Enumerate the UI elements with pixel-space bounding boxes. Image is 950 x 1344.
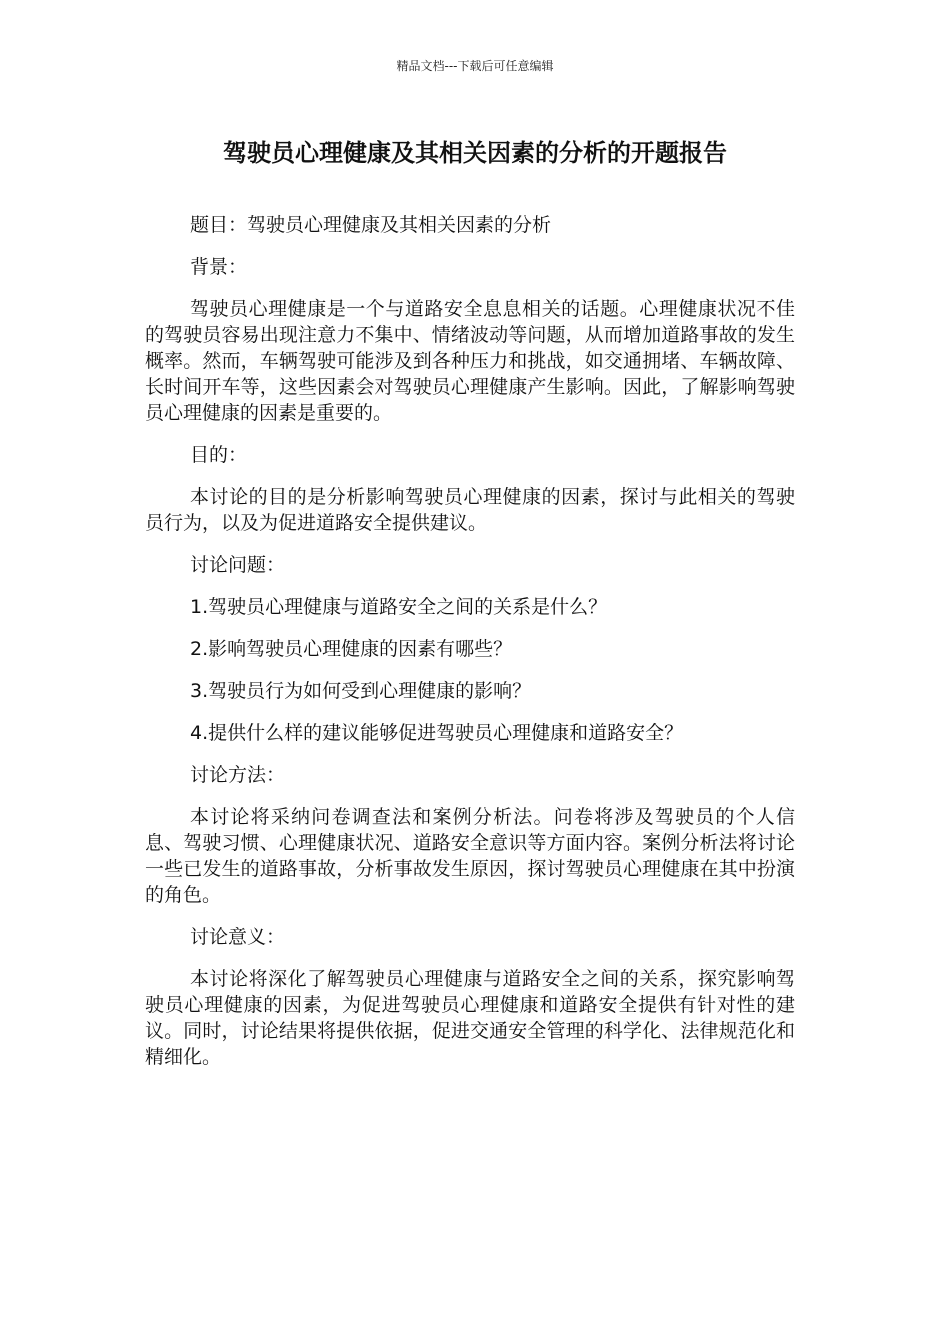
significance-label: 讨论意义： — [190, 926, 286, 948]
background-paragraph: 驾驶员心理健康是一个与道路安全息息相关的话题。心理健康状况不佳的驾驶员容易出现注意力不集中、情绪波动等问题，从而增加道路事故的发生概率。然而，车辆驾驶可能涉及到各种压力和挑战，如交通拥堵、车辆故障、长时间开车等，这些因素会对驾驶员心理健康产生影响。因此，了解影响驾驶员心理健康的因素是重要的。 — [145, 298, 795, 424]
document-title: 驾驶员心理健康及其相关因素的分析的开题报告 — [223, 139, 727, 167]
question-item-2: 2.影响驾驶员心理健康的因素有哪些？ — [190, 638, 513, 660]
question-item-1: 1.驾驶员心理健康与道路安全之间的关系是什么？ — [190, 596, 608, 618]
question-item-3: 3.驾驶员行为如何受到心理健康的影响？ — [190, 680, 532, 702]
topic-line: 题目：驾驶员心理健康及其相关因素的分析 — [190, 214, 552, 236]
question-item-4: 4.提供什么样的建议能够促进驾驶员心理健康和道路安全？ — [190, 722, 684, 744]
background-label: 背景： — [190, 256, 248, 278]
questions-label: 讨论问题： — [190, 554, 286, 576]
purpose-label: 目的： — [190, 444, 248, 466]
document-body — [145, 212, 795, 1086]
significance-paragraph: 本讨论将深化了解驾驶员心理健康与道路安全之间的关系，探究影响驾驶员心理健康的因素，为促进驾驶员心理健康和道路安全提供有针对性的建议。同时，讨论结果将提供依据，促进交通安全管理的科学化、法律规范化和精细化。 — [145, 968, 795, 1068]
purpose-paragraph: 本讨论的目的是分析影响驾驶员心理健康的因素，探讨与此相关的驾驶员行为，以及为促进道路安全提供建议。 — [145, 486, 795, 534]
method-label: 讨论方法： — [190, 764, 286, 786]
method-paragraph: 本讨论将采纳问卷调查法和案例分析法。问卷将涉及驾驶员的个人信息、驾驶习惯、心理健康状况、道路安全意识等方面内容。案例分析法将讨论一些已发生的道路事故，分析事故发生原因，探讨驾驶员心理健康在其中扮演的角色。 — [145, 806, 795, 906]
header-note: 精品文档---下载后可任意编辑 — [396, 59, 554, 73]
